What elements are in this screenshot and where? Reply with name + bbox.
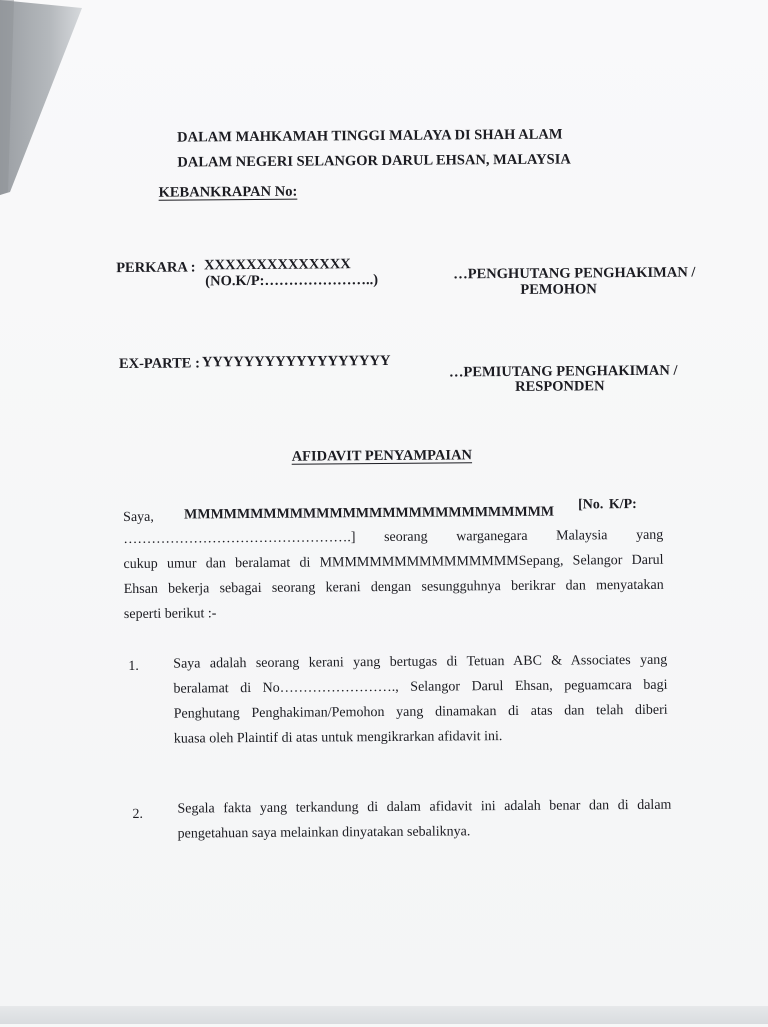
paragraph-1-line-3: Penghutang Penghakiman/Pemohon yang dinamakan di atas dan telah diberi — [173, 702, 668, 722]
perkara-label: PERKARA : — [116, 259, 196, 277]
case-number-label: KEBANKRAPAN No: — [158, 183, 298, 201]
paragraph-2-line-2: pengetahuan saya melainkan dinyatakan sebaliknya. — [177, 824, 471, 842]
intro-paragraph — [123, 523, 664, 627]
debtor-role-line-1: …PENGHUTANG PENGHAKIMAN / — [453, 264, 696, 283]
document-title: AFIDAVIT PENYAMPAIAN — [291, 447, 473, 465]
intro-saya: Saya, — [123, 509, 154, 526]
paragraph-1-line-4: kuasa oleh Plaintif di atas untuk mengikrarkan afidavit ini. — [173, 729, 503, 747]
debtor-ic-number: (NO.K/P:…………………..) — [205, 272, 379, 290]
court-name-line-1: DALAM MAHKAMAH TINGGI MALAYA DI SHAH ALAM — [177, 126, 563, 146]
intro-line-2: ………………………………………….] seorang warganegara Malaysia yang — [123, 527, 664, 548]
paragraph-2-line-1: Segala fakta yang terkandung di dalam afidavit ini adalah benar dan di dalam — [177, 797, 672, 817]
paragraph-1-number: 1. — [128, 658, 139, 674]
exparte-label: EX-PARTE : — [118, 355, 200, 373]
intro-line-4: Ehsan bekerja sebagai seorang kerani dengan sesungguhnya berikrar dan menyatakan — [123, 577, 664, 598]
scan-bottom-edge — [0, 1006, 768, 1024]
deponent-ic-label: [No. K/P: — [577, 496, 637, 513]
paragraph-1 — [173, 648, 668, 752]
creditor-role-line-1: …PEMIUTANG PENGHAKIMAN / — [448, 362, 678, 381]
paragraph-2 — [177, 793, 671, 847]
paragraph-1-line-1: Saya adalah seorang kerani yang bertugas di Tetuan ABC & Associates yang — [173, 652, 668, 672]
debtor-name: XXXXXXXXXXXXXX — [204, 256, 351, 274]
debtor-role-line-2: PEMOHON — [520, 281, 597, 298]
intro-line-3: cukup umur dan beralamat di MMMMMMMMMMMMMMMMSepang, Selangor Darul — [123, 552, 664, 573]
paragraph-2-number: 2. — [132, 806, 144, 822]
paragraph-1-line-2: beralamat di No……………………., Selangor Darul Ehsan, peguamcara bagi — [173, 677, 668, 697]
creditor-role-line-2: RESPONDEN — [515, 378, 605, 395]
court-name-line-2: DALAM NEGERI SELANGOR DARUL EHSAN, MALAYSIA — [177, 151, 571, 171]
deponent-name: MMMMMMMMMMMMMMMMMMMMMMMMMMMM — [184, 504, 555, 523]
creditor-name: YYYYYYYYYYYYYYYYYY — [201, 352, 391, 371]
intro-line-5: seperti berikut :- — [123, 606, 217, 623]
